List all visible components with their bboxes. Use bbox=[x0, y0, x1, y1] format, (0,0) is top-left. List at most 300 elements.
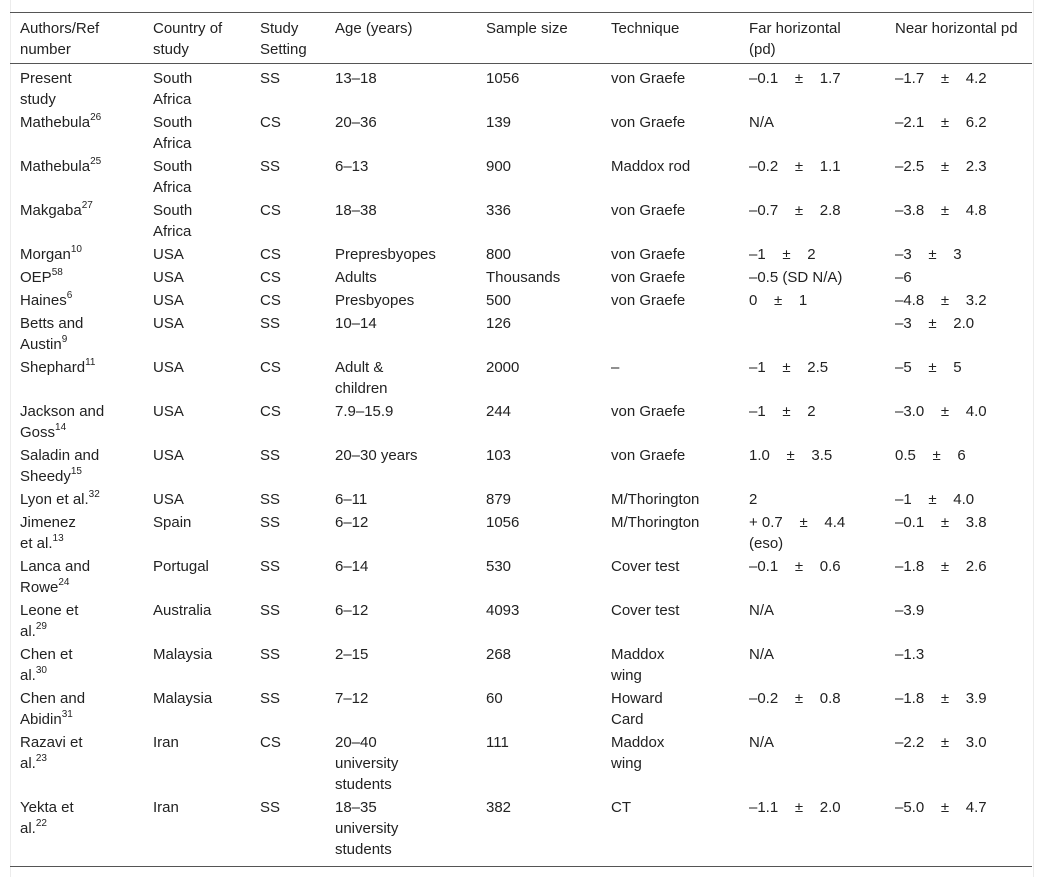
author-cell bbox=[10, 356, 143, 400]
technique-cell bbox=[601, 111, 739, 155]
country-cell bbox=[143, 599, 250, 643]
header-age: Age (years) bbox=[335, 20, 413, 37]
country-text: Iran bbox=[153, 799, 179, 816]
header-near: Near horizontal pd bbox=[895, 20, 1018, 37]
author-cell bbox=[10, 111, 143, 155]
country-text: South Africa bbox=[153, 202, 193, 240]
far-horizontal-text: 0 ± 1 bbox=[749, 292, 808, 309]
setting-text: CS bbox=[260, 292, 281, 309]
far-horizontal-cell bbox=[739, 796, 885, 867]
technique-cell bbox=[601, 289, 739, 312]
reference-number: 24 bbox=[58, 577, 70, 588]
setting-text: CS bbox=[260, 202, 281, 219]
country-cell bbox=[143, 400, 250, 444]
far-horizontal-cell bbox=[739, 243, 885, 266]
author-cell bbox=[10, 312, 143, 356]
header-far: Far horizontal (pd) bbox=[749, 20, 841, 58]
header-sample: Sample size bbox=[486, 20, 568, 37]
age-cell bbox=[325, 599, 476, 643]
sample-size-text: 382 bbox=[486, 799, 512, 816]
far-horizontal-cell bbox=[739, 599, 885, 643]
technique-text: – bbox=[611, 359, 620, 376]
country-text: USA bbox=[153, 403, 184, 420]
sample-size-cell bbox=[476, 312, 601, 356]
author-cell bbox=[10, 266, 143, 289]
table-row bbox=[10, 444, 1032, 488]
setting-text: SS bbox=[260, 690, 281, 707]
setting-cell bbox=[250, 155, 325, 199]
table-row bbox=[10, 64, 1032, 112]
age-text: 18–38 bbox=[335, 202, 377, 219]
near-horizontal-text: –0.1 ± 3.8 bbox=[895, 514, 987, 531]
far-horizontal-cell bbox=[739, 400, 885, 444]
technique-cell bbox=[601, 488, 739, 511]
country-text: Malaysia bbox=[153, 690, 213, 707]
country-text: South Africa bbox=[153, 70, 193, 108]
age-cell bbox=[325, 511, 476, 555]
sample-size-text: 244 bbox=[486, 403, 512, 420]
sample-size-cell bbox=[476, 155, 601, 199]
country-cell bbox=[143, 312, 250, 356]
table-row bbox=[10, 356, 1032, 400]
country-text: Iran bbox=[153, 734, 179, 751]
technique-text: M/Thorington bbox=[611, 491, 700, 508]
age-text: 6–12 bbox=[335, 602, 369, 619]
country-text: USA bbox=[153, 315, 184, 332]
reference-number: 23 bbox=[35, 753, 47, 764]
country-cell bbox=[143, 444, 250, 488]
sample-size-text: 500 bbox=[486, 292, 512, 309]
sample-size-cell bbox=[476, 599, 601, 643]
technique-cell bbox=[601, 155, 739, 199]
sample-size-cell bbox=[476, 488, 601, 511]
age-text: 18–35 university students bbox=[335, 799, 399, 858]
age-cell bbox=[325, 444, 476, 488]
table-row bbox=[10, 796, 1032, 867]
sample-size-text: 800 bbox=[486, 246, 512, 263]
near-horizontal-cell bbox=[885, 555, 1032, 599]
author-cell bbox=[10, 511, 143, 555]
sample-size-text: 126 bbox=[486, 315, 512, 332]
reference-number: 25 bbox=[90, 156, 102, 167]
sample-size-text: 4093 bbox=[486, 602, 520, 619]
author-cell bbox=[10, 555, 143, 599]
table-row bbox=[10, 243, 1032, 266]
age-cell bbox=[325, 555, 476, 599]
technique-cell bbox=[601, 511, 739, 555]
author-cell bbox=[10, 643, 143, 687]
far-horizontal-text: 2 bbox=[749, 491, 758, 508]
author-name: Morgan bbox=[20, 246, 71, 263]
setting-text: SS bbox=[260, 514, 281, 531]
near-horizontal-text: –2.2 ± 3.0 bbox=[895, 734, 987, 751]
reference-number: 58 bbox=[51, 267, 63, 278]
country-cell bbox=[143, 488, 250, 511]
age-text: 7–12 bbox=[335, 690, 369, 707]
near-horizontal-cell bbox=[885, 599, 1032, 643]
sample-size-cell bbox=[476, 266, 601, 289]
far-horizontal-text: –1 ± 2 bbox=[749, 403, 816, 420]
sample-size-text: 103 bbox=[486, 447, 512, 464]
country-text: USA bbox=[153, 269, 184, 286]
setting-cell bbox=[250, 599, 325, 643]
near-horizontal-text: –1 ± 4.0 bbox=[895, 491, 975, 508]
technique-cell bbox=[601, 599, 739, 643]
far-horizontal-cell bbox=[739, 64, 885, 112]
table-row bbox=[10, 111, 1032, 155]
far-horizontal-cell bbox=[739, 555, 885, 599]
table-body bbox=[10, 64, 1032, 867]
far-horizontal-text: N/A bbox=[749, 114, 775, 131]
author-name: Chen and Abidin bbox=[20, 690, 86, 728]
author-name: Leone et al. bbox=[20, 602, 79, 640]
table-row bbox=[10, 731, 1032, 796]
age-text: 6–11 bbox=[335, 491, 368, 508]
setting-text: SS bbox=[260, 491, 281, 508]
table-row bbox=[10, 555, 1032, 599]
age-cell bbox=[325, 643, 476, 687]
far-horizontal-text: –0.2 ± 0.8 bbox=[749, 690, 841, 707]
author-name: OEP bbox=[20, 269, 52, 286]
age-text: 20–40 university students bbox=[335, 734, 399, 793]
near-horizontal-cell bbox=[885, 731, 1032, 796]
far-horizontal-cell bbox=[739, 289, 885, 312]
setting-cell bbox=[250, 687, 325, 731]
country-cell bbox=[143, 731, 250, 796]
sample-size-text: 60 bbox=[486, 690, 503, 707]
age-cell bbox=[325, 266, 476, 289]
near-horizontal-text: –1.8 ± 3.9 bbox=[895, 690, 987, 707]
near-horizontal-cell bbox=[885, 111, 1032, 155]
near-horizontal-cell bbox=[885, 312, 1032, 356]
reference-number: 10 bbox=[70, 244, 82, 255]
table-row bbox=[10, 289, 1032, 312]
sample-size-text: 268 bbox=[486, 646, 512, 663]
reference-number: 15 bbox=[70, 466, 82, 477]
far-horizontal-text: –1.1 ± 2.0 bbox=[749, 799, 841, 816]
setting-text: SS bbox=[260, 799, 281, 816]
age-text: 2–15 bbox=[335, 646, 369, 663]
technique-cell bbox=[601, 444, 739, 488]
setting-cell bbox=[250, 243, 325, 266]
far-horizontal-cell bbox=[739, 687, 885, 731]
setting-text: CS bbox=[260, 114, 281, 131]
reference-number: 29 bbox=[35, 621, 47, 632]
table-row bbox=[10, 400, 1032, 444]
sample-size-text: 1056 bbox=[486, 514, 520, 531]
author-name: Jackson and Goss bbox=[20, 403, 105, 441]
near-horizontal-text: –3 ± 3 bbox=[895, 246, 962, 263]
technique-cell bbox=[601, 400, 739, 444]
author-name: Lanca and Rowe bbox=[20, 558, 91, 596]
near-horizontal-text: –1.7 ± 4.2 bbox=[895, 70, 987, 87]
age-text: 6–13 bbox=[335, 158, 369, 175]
author-name: Chen et al. bbox=[20, 646, 73, 684]
setting-text: CS bbox=[260, 269, 281, 286]
setting-text: CS bbox=[260, 734, 281, 751]
age-text: Adult & children bbox=[335, 359, 388, 397]
technique-text: von Graefe bbox=[611, 202, 686, 219]
far-horizontal-cell bbox=[739, 444, 885, 488]
setting-cell bbox=[250, 64, 325, 112]
sample-size-cell bbox=[476, 289, 601, 312]
author-name: Saladin and Sheedy bbox=[20, 447, 100, 485]
table-row bbox=[10, 599, 1032, 643]
far-horizontal-cell bbox=[739, 312, 885, 356]
near-horizontal-cell bbox=[885, 488, 1032, 511]
far-horizontal-cell bbox=[739, 488, 885, 511]
far-horizontal-cell bbox=[739, 356, 885, 400]
country-cell bbox=[143, 511, 250, 555]
sample-size-cell bbox=[476, 511, 601, 555]
age-text: 20–36 bbox=[335, 114, 377, 131]
country-cell bbox=[143, 199, 250, 243]
age-text: Adults bbox=[335, 269, 377, 286]
table-row bbox=[10, 643, 1032, 687]
age-cell bbox=[325, 289, 476, 312]
setting-cell bbox=[250, 511, 325, 555]
age-cell bbox=[325, 64, 476, 112]
sample-size-cell bbox=[476, 687, 601, 731]
author-cell bbox=[10, 687, 143, 731]
country-text: USA bbox=[153, 491, 184, 508]
technique-text: von Graefe bbox=[611, 447, 686, 464]
author-name: Shephard bbox=[20, 359, 86, 376]
age-cell bbox=[325, 312, 476, 356]
setting-cell bbox=[250, 266, 325, 289]
far-horizontal-text: –1 ± 2 bbox=[749, 246, 816, 263]
country-text: Malaysia bbox=[153, 646, 213, 663]
table-row bbox=[10, 155, 1032, 199]
setting-text: SS bbox=[260, 558, 281, 575]
setting-cell bbox=[250, 400, 325, 444]
near-horizontal-text: –5.0 ± 4.7 bbox=[895, 799, 987, 816]
near-horizontal-text: –6 bbox=[895, 269, 912, 286]
table-row bbox=[10, 199, 1032, 243]
technique-cell bbox=[601, 199, 739, 243]
reference-number: 22 bbox=[35, 818, 47, 829]
technique-text: von Graefe bbox=[611, 292, 686, 309]
setting-text: SS bbox=[260, 158, 281, 175]
age-cell bbox=[325, 199, 476, 243]
country-text: USA bbox=[153, 246, 184, 263]
sample-size-text: 900 bbox=[486, 158, 512, 175]
setting-cell bbox=[250, 199, 325, 243]
sample-size-text: 1056 bbox=[486, 70, 520, 87]
far-horizontal-cell bbox=[739, 199, 885, 243]
setting-cell bbox=[250, 289, 325, 312]
technique-cell bbox=[601, 266, 739, 289]
reference-number: 27 bbox=[81, 200, 93, 211]
author-cell bbox=[10, 599, 143, 643]
age-text: 7.9–15.9 bbox=[335, 403, 394, 420]
near-horizontal-cell bbox=[885, 356, 1032, 400]
country-cell bbox=[143, 289, 250, 312]
sample-size-text: 2000 bbox=[486, 359, 520, 376]
technique-cell bbox=[601, 312, 739, 356]
sample-size-cell bbox=[476, 444, 601, 488]
table-row bbox=[10, 266, 1032, 289]
phoria-comparison-table bbox=[10, 12, 1032, 867]
technique-cell bbox=[601, 687, 739, 731]
technique-text: Maddox rod bbox=[611, 158, 691, 175]
technique-text: Cover test bbox=[611, 558, 680, 575]
near-horizontal-text: –2.1 ± 6.2 bbox=[895, 114, 987, 131]
near-horizontal-text: –3.9 bbox=[895, 602, 925, 619]
sample-size-text: Thousands bbox=[486, 269, 561, 286]
author-cell bbox=[10, 400, 143, 444]
reference-number: 14 bbox=[55, 422, 67, 433]
reference-number: 31 bbox=[61, 709, 73, 720]
age-text: 13–18 bbox=[335, 70, 377, 87]
country-text: USA bbox=[153, 447, 184, 464]
setting-cell bbox=[250, 796, 325, 867]
technique-text: von Graefe bbox=[611, 114, 686, 131]
author-cell bbox=[10, 243, 143, 266]
near-horizontal-cell bbox=[885, 243, 1032, 266]
age-text: 20–30 years bbox=[335, 447, 418, 464]
age-cell bbox=[325, 356, 476, 400]
sample-size-text: 111 bbox=[486, 734, 509, 751]
age-text: 10–14 bbox=[335, 315, 377, 332]
header-row bbox=[10, 13, 1032, 64]
setting-cell bbox=[250, 312, 325, 356]
reference-number: 11 bbox=[85, 357, 96, 368]
sample-size-cell bbox=[476, 243, 601, 266]
country-cell bbox=[143, 243, 250, 266]
country-cell bbox=[143, 643, 250, 687]
near-horizontal-text: –4.8 ± 3.2 bbox=[895, 292, 987, 309]
far-horizontal-text: + 0.7 ± 4.4 (eso) bbox=[749, 514, 850, 552]
sample-size-text: 139 bbox=[486, 114, 512, 131]
far-horizontal-text: –0.5 (SD N/A) bbox=[749, 269, 843, 286]
country-cell bbox=[143, 687, 250, 731]
author-name: Mathebula bbox=[20, 114, 91, 131]
setting-text: SS bbox=[260, 602, 281, 619]
near-horizontal-cell bbox=[885, 643, 1032, 687]
country-cell bbox=[143, 356, 250, 400]
technique-text: Howard Card bbox=[611, 690, 663, 728]
setting-text: CS bbox=[260, 246, 281, 263]
sample-size-text: 336 bbox=[486, 202, 512, 219]
author-name: Mathebula bbox=[20, 158, 91, 175]
sample-size-text: 530 bbox=[486, 558, 512, 575]
author-name: Makgaba bbox=[20, 202, 82, 219]
sample-size-cell bbox=[476, 199, 601, 243]
sample-size-text: 879 bbox=[486, 491, 512, 508]
country-cell bbox=[143, 155, 250, 199]
country-text: South Africa bbox=[153, 158, 193, 196]
far-horizontal-text: 1.0 ± 3.5 bbox=[749, 447, 833, 464]
age-cell bbox=[325, 400, 476, 444]
technique-text: von Graefe bbox=[611, 246, 686, 263]
author-name: Razavi et al. bbox=[20, 734, 83, 772]
sample-size-cell bbox=[476, 643, 601, 687]
setting-cell bbox=[250, 444, 325, 488]
country-text: Portugal bbox=[153, 558, 209, 575]
author-cell bbox=[10, 289, 143, 312]
sample-size-cell bbox=[476, 796, 601, 867]
technique-text: von Graefe bbox=[611, 403, 686, 420]
sample-size-cell bbox=[476, 356, 601, 400]
age-cell bbox=[325, 155, 476, 199]
near-horizontal-cell bbox=[885, 199, 1032, 243]
near-horizontal-cell bbox=[885, 289, 1032, 312]
near-horizontal-cell bbox=[885, 687, 1032, 731]
author-name: Present study bbox=[20, 70, 72, 108]
author-name: Haines bbox=[20, 292, 67, 309]
technique-text: von Graefe bbox=[611, 269, 686, 286]
technique-cell bbox=[601, 731, 739, 796]
near-horizontal-cell bbox=[885, 444, 1032, 488]
near-horizontal-text: –1.8 ± 2.6 bbox=[895, 558, 987, 575]
header-country: Country of study bbox=[153, 20, 223, 58]
far-horizontal-text: –0.2 ± 1.1 bbox=[749, 158, 841, 175]
technique-cell bbox=[601, 356, 739, 400]
far-horizontal-text: –0.1 ± 0.6 bbox=[749, 558, 841, 575]
age-text: 6–12 bbox=[335, 514, 369, 531]
technique-text: Cover test bbox=[611, 602, 680, 619]
near-horizontal-text: –1.3 bbox=[895, 646, 925, 663]
near-horizontal-cell bbox=[885, 266, 1032, 289]
header-author: Authors/Ref number bbox=[20, 20, 100, 58]
country-text: USA bbox=[153, 359, 184, 376]
far-horizontal-text: N/A bbox=[749, 602, 775, 619]
reference-number: 32 bbox=[88, 489, 100, 500]
near-horizontal-text: –2.5 ± 2.3 bbox=[895, 158, 987, 175]
age-cell bbox=[325, 243, 476, 266]
country-cell bbox=[143, 555, 250, 599]
technique-text: Maddox wing bbox=[611, 734, 665, 772]
sample-size-cell bbox=[476, 64, 601, 112]
age-cell bbox=[325, 687, 476, 731]
setting-cell bbox=[250, 555, 325, 599]
sample-size-cell bbox=[476, 111, 601, 155]
author-cell bbox=[10, 488, 143, 511]
near-horizontal-text: 0.5 ± 6 bbox=[895, 447, 966, 464]
setting-text: SS bbox=[260, 447, 281, 464]
reference-number: 6 bbox=[66, 290, 73, 301]
author-cell bbox=[10, 155, 143, 199]
setting-cell bbox=[250, 731, 325, 796]
near-horizontal-cell bbox=[885, 64, 1032, 112]
header-technique: Technique bbox=[611, 20, 680, 37]
reference-number: 30 bbox=[35, 665, 47, 676]
technique-cell bbox=[601, 643, 739, 687]
age-text: 6–14 bbox=[335, 558, 369, 575]
far-horizontal-cell bbox=[739, 643, 885, 687]
setting-cell bbox=[250, 488, 325, 511]
setting-cell bbox=[250, 643, 325, 687]
author-cell bbox=[10, 64, 143, 112]
age-text: Presbyopes bbox=[335, 292, 415, 309]
author-name: Lyon et al. bbox=[20, 491, 89, 508]
age-cell bbox=[325, 796, 476, 867]
near-horizontal-text: –3 ± 2.0 bbox=[895, 315, 975, 332]
table-row bbox=[10, 488, 1032, 511]
table-row bbox=[10, 687, 1032, 731]
country-cell bbox=[143, 64, 250, 112]
author-cell bbox=[10, 444, 143, 488]
setting-text: SS bbox=[260, 646, 281, 663]
age-text: Prepresbyopes bbox=[335, 246, 436, 263]
country-text: Australia bbox=[153, 602, 212, 619]
table-row bbox=[10, 312, 1032, 356]
author-name: Jimenez et al. bbox=[20, 514, 76, 552]
far-horizontal-text: –1 ± 2.5 bbox=[749, 359, 829, 376]
author-cell bbox=[10, 199, 143, 243]
country-text: USA bbox=[153, 292, 184, 309]
